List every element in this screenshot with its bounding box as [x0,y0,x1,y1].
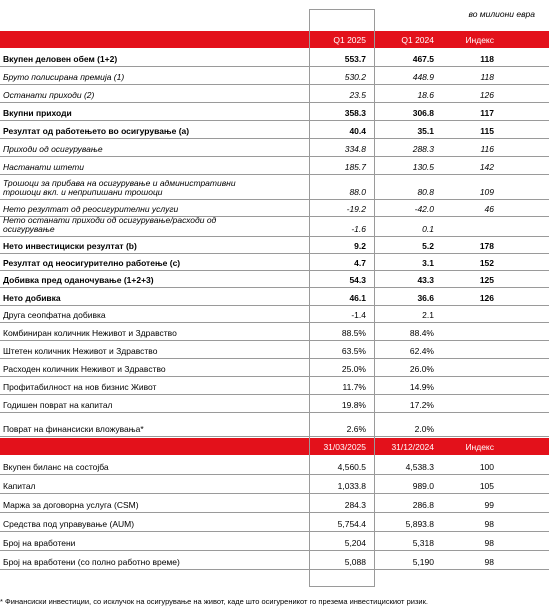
row-value-col-2: 5,318 [412,538,434,548]
row-label: Комбиниран количник Неживот и Здравство [3,328,177,338]
row-value-col-2: -42.0 [414,204,434,214]
row-value-col-3: 126 [479,293,494,303]
header-col-1: 31/03/2025 [323,442,366,452]
table-row [0,305,549,323]
row-label: Годишен поврат на капитал [3,400,113,410]
row-value-col-2: 3.1 [422,258,434,268]
row-value-col-1: 9.2 [354,241,366,251]
row-label: Поврат на финансиски вложувања* [3,424,144,434]
row-value-col-2: 43.3 [417,275,434,285]
row-label: Број на вработени (со полно работно време) [3,557,180,567]
row-value-col-1: 54.3 [349,275,366,285]
row-value-col-3: 118 [480,72,494,82]
row-value-col-2: 5,190 [412,557,434,567]
row-value-col-2: 26.0% [409,364,434,374]
row-value-col-3: 46 [484,204,494,214]
table-row [0,120,549,139]
row-value-col-2: 306.8 [412,108,434,118]
footnote: * Финансиски инвестиции, со исклучок на осигурување на живот, каде што осигуреникот го презема инвестицискиот ризик. [0,597,428,606]
row-value-col-2: 288.3 [412,144,434,154]
row-label: Резултат од работењето во осигурување (a) [3,126,190,136]
table-row [0,394,549,413]
row-value-col-3: 98 [484,557,494,567]
row-value-col-3: 98 [484,519,494,529]
row-value-col-2: 286.8 [412,500,434,510]
row-value-col-2: 989.0 [412,481,434,491]
table-row [0,174,549,200]
table-row [0,531,549,551]
row-value-col-2: 2.0% [414,424,434,434]
row-value-col-1: 88.5% [341,328,366,338]
table-header-quarter [0,31,549,48]
row-value-col-1: 46.1 [349,293,366,303]
row-value-col-3: 125 [479,275,494,285]
row-value-col-1: 284.3 [344,500,366,510]
table-row [0,493,549,513]
row-value-col-2: 62.4% [409,346,434,356]
row-value-col-2: 467.5 [412,54,434,64]
row-label: Вкупен деловен обем (1+2) [3,54,118,64]
row-label: Бруто полисирана премија (1) [3,72,125,82]
row-value-col-2: 5,893.8 [405,519,434,529]
row-value-col-1: 63.5% [341,346,366,356]
row-label: Маржа за договорна услуга (CSM) [3,500,139,510]
row-value-col-1: 334.8 [344,144,366,154]
row-label: Приходи од осигурување [3,144,103,154]
row-label: Нето резултат од реосигурителни услуги [3,204,179,214]
table-row [0,253,549,271]
row-value-col-3: 118 [480,54,494,64]
table-row [0,156,549,175]
row-value-col-1: 553.7 [344,54,366,64]
unit-note: во милиони евра [468,9,535,19]
row-value-col-3: 126 [479,90,494,100]
table-row [0,358,549,377]
header-col-2: Q1 2024 [401,35,434,45]
row-label: Трошоци за прибава на осигурување и административни трошоци вкл. и неприпишани трошоци [3,178,236,197]
row-value-col-2: 4,538.3 [405,462,434,472]
row-value-col-2: 0.1 [422,224,434,234]
row-value-col-1: -1.6 [351,224,366,234]
row-value-col-1: 1,033.8 [337,481,366,491]
header-col-2: 31/12/2024 [391,442,434,452]
row-value-col-2: 17.2% [409,400,434,410]
table-row [0,84,549,103]
row-value-col-3: 142 [479,162,494,172]
row-label: Резултат од неосигурително работење (c) [3,258,181,268]
row-label: Средства под управување (AUM) [3,519,135,529]
row-value-col-1: 4,560.5 [337,462,366,472]
row-value-col-1: 11.7% [342,382,366,392]
row-label: Нето инвестициски резултат (b) [3,241,137,251]
row-label: Нето останати приходи од осигурување/расходи од осигурување [3,215,217,234]
table-row [0,412,549,437]
row-value-col-3: 99 [484,500,494,510]
table-row [0,322,549,341]
row-value-col-1: 23.5 [349,90,366,100]
row-value-col-2: 18.6 [417,90,434,100]
row-label: Останати приходи (2) [3,90,95,100]
row-value-col-3: 115 [480,126,494,136]
table-header-balance [0,438,549,455]
table-row [0,236,549,254]
row-value-col-3: 98 [484,538,494,548]
table-row [0,512,549,532]
row-label: Друга сеопфатна добивка [3,310,106,320]
row-value-col-1: 5,754.4 [337,519,366,529]
header-col-1: Q1 2025 [333,35,366,45]
row-value-col-2: 80.8 [417,187,434,197]
table-row [0,138,549,157]
table-row [0,550,549,570]
row-label: Нето добивка [3,293,61,303]
table-row [0,474,549,494]
row-label: Вкупен биланс на состојба [3,462,109,472]
row-value-col-1: 4.7 [354,258,366,268]
row-value-col-3: 152 [479,258,494,268]
table-row [0,270,549,288]
table-row [0,340,549,359]
row-value-col-3: 116 [480,144,494,154]
row-value-col-1: 19.8% [341,400,366,410]
row-value-col-2: 88.4% [409,328,434,338]
row-value-col-1: -1.4 [351,310,366,320]
table-row [0,287,549,306]
row-value-col-1: 40.4 [349,126,366,136]
row-value-col-3: 109 [479,187,494,197]
row-label: Расходен количник Неживот и Здравство [3,364,166,374]
row-value-col-1: 2.6% [346,424,366,434]
table-row [0,376,549,395]
row-value-col-1: 185.7 [344,162,366,172]
row-value-col-2: 36.6 [417,293,434,303]
row-label: Профитабилност на нов бизнис Живот [3,382,157,392]
row-value-col-3: 105 [479,481,494,491]
row-value-col-1: 88.0 [349,187,366,197]
row-value-col-2: 2.1 [422,310,434,320]
row-value-col-1: 530.2 [344,72,366,82]
row-value-col-1: 25.0% [341,364,366,374]
table-row [0,455,549,475]
row-label: Вкупни приходи [3,108,72,118]
row-label: Добивка пред оданочување (1+2+3) [3,275,154,285]
row-value-col-3: 117 [480,108,494,118]
row-value-col-1: 5,088 [344,557,366,567]
row-value-col-3: 178 [479,241,494,251]
header-col-3: Индекс [465,35,494,45]
table-row [0,48,549,67]
table-row [0,102,549,121]
row-value-col-3: 100 [479,462,494,472]
row-value-col-2: 448.9 [412,72,434,82]
table-row [0,216,549,237]
row-value-col-2: 35.1 [417,126,434,136]
row-value-col-1: -19.2 [346,204,366,214]
row-label: Штетен количник Неживот и Здравство [3,346,158,356]
row-value-col-1: 5,204 [344,538,366,548]
row-label: Капитал [3,481,36,491]
table-row [0,66,549,85]
row-value-col-2: 130.5 [412,162,434,172]
row-label: Настанати штети [3,162,84,172]
row-label: Број на вработени [3,538,76,548]
row-value-col-2: 14.9% [409,382,434,392]
row-value-col-1: 358.3 [344,108,366,118]
row-value-col-2: 5.2 [422,241,434,251]
header-col-3: Индекс [465,442,494,452]
